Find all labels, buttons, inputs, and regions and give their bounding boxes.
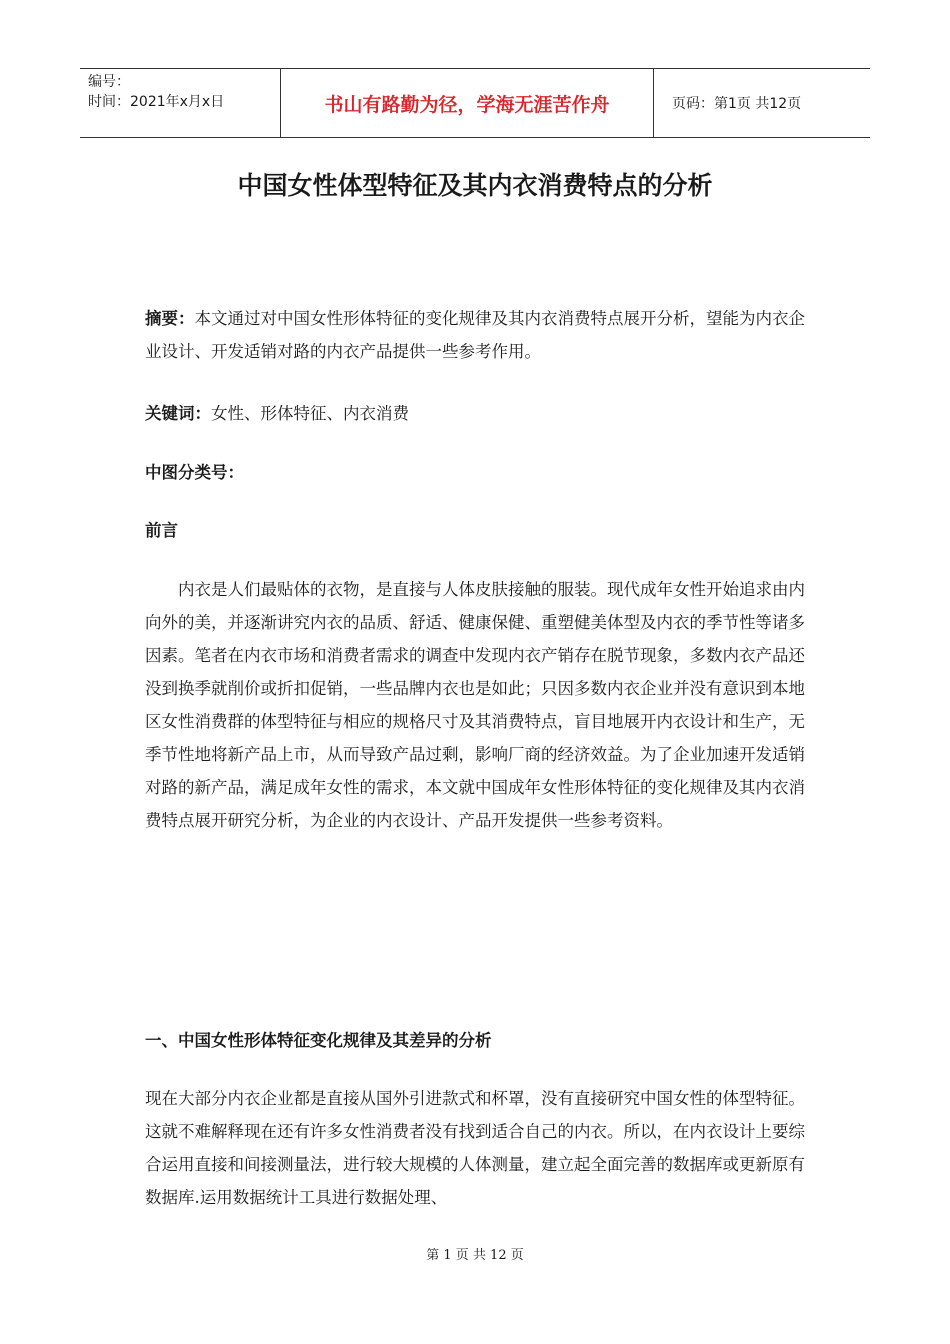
preface-paragraph: 内衣是人们最贴体的衣物，是直接与人体皮肤接触的服装。现代成年女性开始追求由内向外的美，并逐渐讲究内衣的品质、舒适、健康保健、重塑健美体型及内衣的季节性等诸多因素。笔者在内衣市场和消费者需求的调查中发现内衣产销存在脱节现象，多数内衣产品还没到换季就削价或折扣促销，一些品牌内衣也是如此；只因多数内衣企业并没有意识到本地区女性消费群的体型特征与相应的规格尺寸及其消费特点，盲目地展开内衣设计和生产，无季节性地将新产品上市，从而导致产品过剩，影响厂商的经济效益。为了企业加速开发适销对路的新产品，满足成年女性的需求，本文就中国成年女性形体特征的变化规律及其内衣消费特点展开研究分析，为企业的内衣设计、产品开发提供一些参考资料。 <box>145 580 805 830</box>
preface-heading: 前言 <box>145 521 178 540</box>
abstract-text: 本文通过对中国女性形体特征的变化规律及其内衣消费特点展开分析，望能为内衣企业设计、开发适销对路的内衣产品提供一些参考作用。 <box>145 309 805 361</box>
keywords <box>145 397 805 430</box>
page-info-text: 页码：第1页 共12页 <box>672 96 802 112</box>
abstract-label: 摘要： <box>145 309 195 328</box>
header-page-info <box>662 69 870 137</box>
page-footer: 第 1 页 共 12 页 <box>426 1248 524 1263</box>
abstract <box>145 302 805 368</box>
document-title: 中国女性体型特征及其内衣消费特点的分析 <box>237 171 713 200</box>
header-motto: 书山有路勤为径，学海无涯苦作舟 <box>281 69 654 137</box>
keywords-text: 女性、形体特征、内衣消费 <box>211 404 409 423</box>
section1-heading: 一、中国女性形体特征变化规律及其差异的分析 <box>145 1031 492 1050</box>
number-label: 编号： <box>88 74 130 90</box>
date-label: 时间：2021年x月x日 <box>88 94 225 110</box>
header-meta-cell <box>80 69 281 137</box>
header-table <box>80 68 870 138</box>
keywords-label: 关键词： <box>145 404 211 423</box>
section1-paragraph: 现在大部分内衣企业都是直接从国外引进款式和杯罩，没有直接研究中国女性的体型特征。这就不难解释现在还有许多女性消费者没有找到适合自己的内衣。所以，在内衣设计上要综合运用直接和间接测量法，进行较大规模的人体测量，建立起全面完善的数据库或更新原有数据库.运用数据统计工具进行数据处理、 <box>145 1089 805 1207</box>
classification-label: 中图分类号： <box>145 463 244 482</box>
